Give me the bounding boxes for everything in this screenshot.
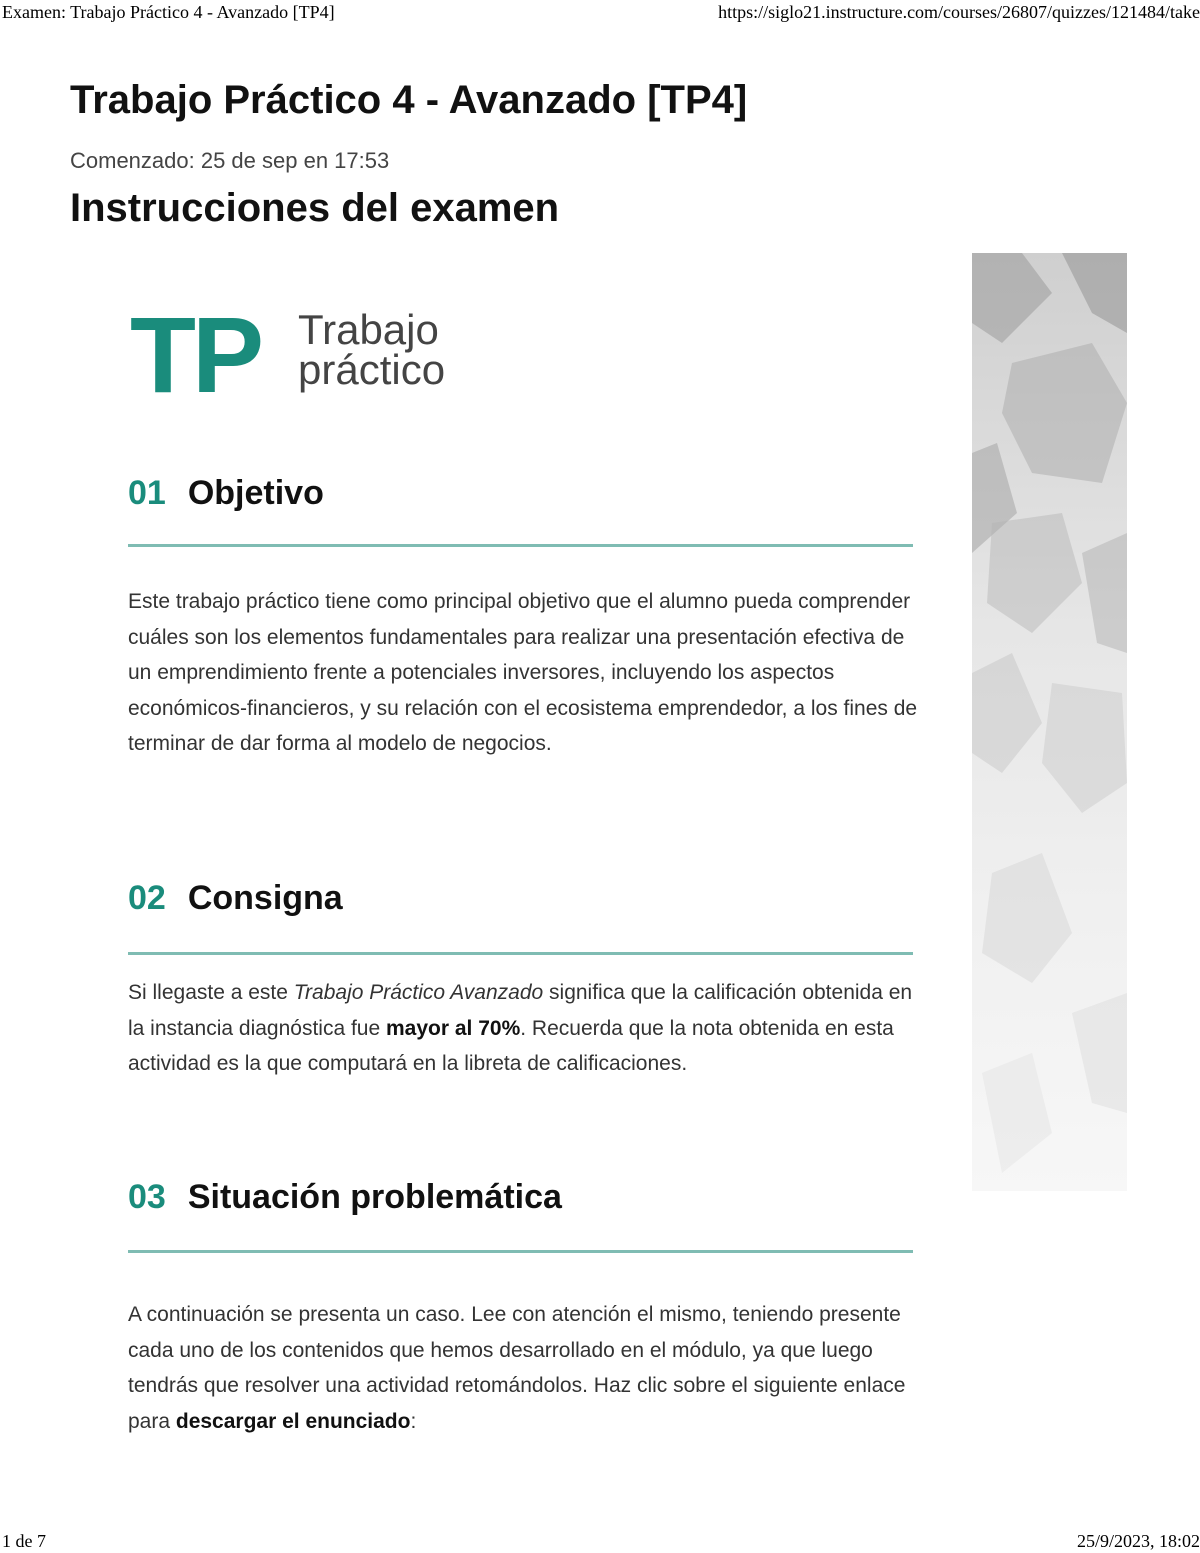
section-divider [128,1250,913,1253]
architecture-pattern [972,253,1127,1191]
print-footer-datetime: 25/9/2023, 18:02 [1076,1531,1200,1551]
section-number: 03 [128,1178,166,1216]
section-situacion-heading [128,1178,562,1217]
started-timestamp: Comenzado: 25 de sep en 17:53 [70,148,390,173]
situacion-text-bold: descargar el enunciado [175,1409,411,1433]
print-header [0,2,1200,26]
section-title: Consigna [187,879,343,917]
section-consigna-heading [128,879,343,918]
consigna-text-part: significa que la calificación obtenida en la instancia diagnóstica fue [128,981,913,1040]
decorative-architecture-image [972,253,1127,1191]
consigna-text-part: . Recuerda que la nota obtenida en esta actividad es la que computará en la libreta de calificaciones. [128,1016,894,1075]
print-footer-page: 1 de 7 [2,1531,46,1551]
print-header-title: Examen: Trabajo Práctico 4 - Avanzado [TP4] [2,2,335,22]
print-header-url: https://siglo21.instructure.com/courses/26807/quizzes/121484/take [718,2,1200,22]
situacion-text-part: : [410,1409,417,1433]
print-footer [0,1531,1200,1553]
consigna-text-italic: Trabajo Práctico Avanzado [293,981,544,1004]
tp-logo-mark: TP [130,294,261,415]
instructions-heading: Instrucciones del examen [70,186,560,230]
situacion-text [128,1297,918,1439]
section-number: 01 [128,474,166,512]
section-divider [128,544,913,547]
tp-logo-line1: Trabajo [298,306,439,353]
tp-logo-line2: práctico [298,346,446,393]
consigna-text [128,975,918,1082]
section-number: 02 [128,879,166,917]
tp-logo-text [298,306,446,393]
consigna-text-bold: mayor al 70% [386,1016,521,1040]
consigna-text-part: Si llegaste a este [128,981,294,1004]
objetivo-text: Este trabajo práctico tiene como principal objetivo que el alumno pueda comprender cuáles son los elementos fundamentales para realizar una presentación efectiva de un emprendimiento frente a potenciales inversores, incluyendo los aspectos económicos-financieros, y su relación con el ecosistema emprendedor, a los fines de terminar de dar forma al modelo de negocios. [128,590,918,755]
page-title: Trabajo Práctico 4 - Avanzado [TP4] [70,78,748,122]
section-title: Objetivo [187,474,324,512]
section-divider [128,952,913,955]
section-objetivo-heading [128,474,324,513]
section-title: Situación problemática [187,1178,562,1216]
situacion-text-part: A continuación se presenta un caso. Lee con atención el mismo, teniendo presente cada uno de los contenidos que hemos desarrollado en el módulo, ya que luego tendrás que resolver una actividad retomándolos. Haz clic sobre el siguiente enlace para [128,1303,906,1433]
